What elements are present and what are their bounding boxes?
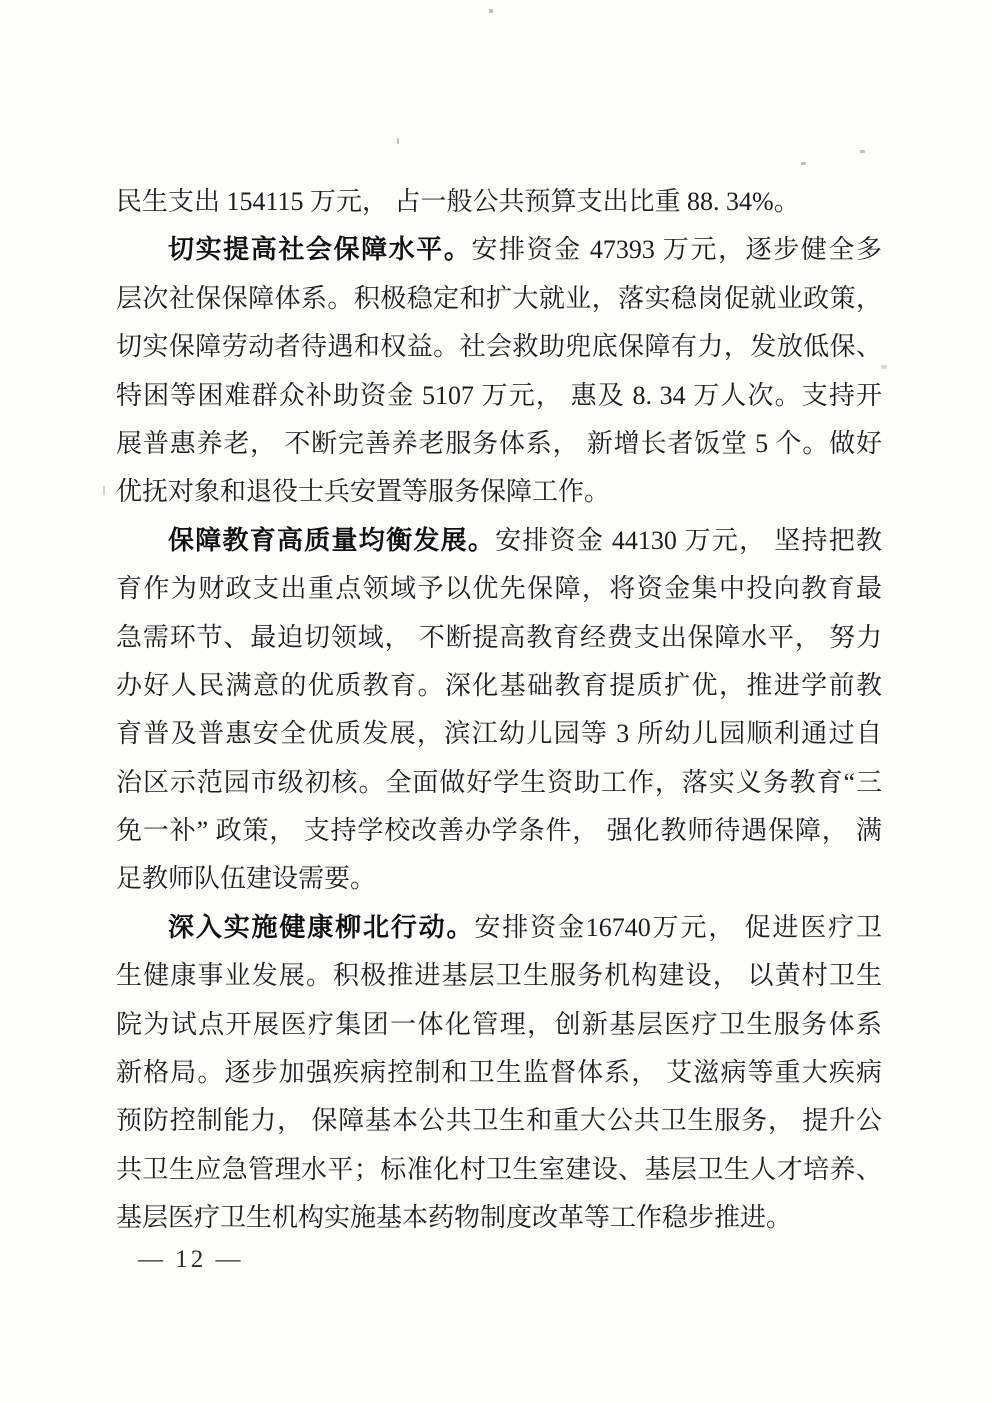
text-line [116, 226, 882, 274]
text-line [116, 662, 882, 710]
text-line [116, 759, 882, 807]
paragraph-text: 足教师队伍建设需要。 [116, 864, 377, 894]
paragraph-text: 安排资金 47393 万元，逐步健全多 [471, 235, 882, 265]
text-line [116, 323, 882, 371]
text-line [116, 904, 882, 952]
scan-speck [489, 9, 493, 13]
text-line [116, 614, 882, 662]
text-line [116, 1097, 882, 1145]
page-footer [138, 1246, 244, 1274]
paragraph-text: 展普惠养老， 不断完善养老服务体系， 新增长者饭堂 5 个。做好 [116, 428, 882, 458]
paragraph-text: 院为试点开展医疗集团一体化管理，创新基层医疗卫生服务体系 [116, 1009, 882, 1039]
paragraph-text: 预防控制能力， 保障基本公共卫生和重大公共卫生服务， 提升公 [116, 1106, 882, 1136]
scan-speck [103, 486, 105, 495]
paragraph-text: 急需环节、最迫切领域， 不断提高教育经费支出保障水平， 努力 [116, 622, 882, 652]
paragraph-lead-bold: 切实提高社会保障水平。 [168, 235, 472, 265]
text-line [116, 855, 882, 903]
page-number: — 12 — [138, 1246, 244, 1273]
text-line [116, 1049, 882, 1097]
paragraph-text: 新格局。逐步加强疾病控制和卫生监督体系， 艾滋病等重大疾病 [116, 1058, 882, 1088]
text-line [116, 275, 882, 323]
scan-speck [397, 138, 399, 144]
paragraph-text: 共卫生应急管理水平；标准化村卫生室建设、基层卫生人才培养、 [116, 1154, 882, 1184]
paragraph-text: 基层医疗卫生机构实施基本药物制度改革等工作稳步推进。 [116, 1203, 793, 1233]
paragraph-text: 办好人民满意的优质教育。深化基础教育提质扩优，推进学前教 [116, 670, 882, 700]
paragraph-text: 免一补” 政策， 支持学校改善办学条件， 强化教师待遇保障， 满 [116, 816, 882, 846]
paragraph-text: 切实保障劳动者待遇和权益。社会救助兜底保障有力，发放低保、 [116, 332, 882, 362]
paragraph-text: 育作为财政支出重点领域予以优先保障，将资金集中投向教育最 [116, 574, 882, 604]
document-body [116, 178, 882, 1243]
paragraph-text: 生健康事业发展。积极推进基层卫生服务机构建设， 以黄村卫生 [116, 961, 882, 991]
paragraph-text: 民生支出 154115 万元， 占一般公共预算支出比重 88. 34%。 [116, 187, 800, 216]
text-line [116, 1001, 882, 1049]
scan-speck [860, 150, 865, 153]
text-line [116, 178, 882, 226]
text-line [116, 372, 882, 420]
paragraph-text: 安排资金16740万元， 促进医疗卫 [474, 912, 882, 942]
text-line [116, 517, 882, 565]
paragraph-lead-bold: 深入实施健康柳北行动。 [168, 912, 475, 942]
text-line [116, 420, 882, 468]
text-line [116, 807, 882, 855]
paragraph-text: 育普及普惠安全优质发展，滨江幼儿园等 3 所幼儿园顺利通过自 [116, 719, 882, 749]
scan-speck [801, 162, 806, 165]
paragraph-text: 优抚对象和退役士兵安置等服务保障工作。 [116, 477, 611, 507]
text-line [116, 1146, 882, 1194]
paragraph-text: 治区示范园市级初核。全面做好学生资助工作，落实义务教育“三 [116, 767, 882, 797]
paragraph-text: 特困等困难群众补助资金 5107 万元， 惠及 8. 34 万人次。支持开 [116, 380, 882, 410]
text-line [116, 710, 882, 758]
text-line [116, 468, 882, 516]
text-line [116, 565, 882, 613]
text-line [116, 952, 882, 1000]
text-line [116, 1194, 882, 1242]
paragraph-lead-bold: 保障教育高质量均衡发展。 [168, 525, 496, 555]
paragraph-text: 层次社保保障体系。积极稳定和扩大就业，落实稳岗促就业政策， [116, 283, 882, 313]
paragraph-text: 安排资金 44130 万元， 坚持把教 [495, 525, 882, 555]
